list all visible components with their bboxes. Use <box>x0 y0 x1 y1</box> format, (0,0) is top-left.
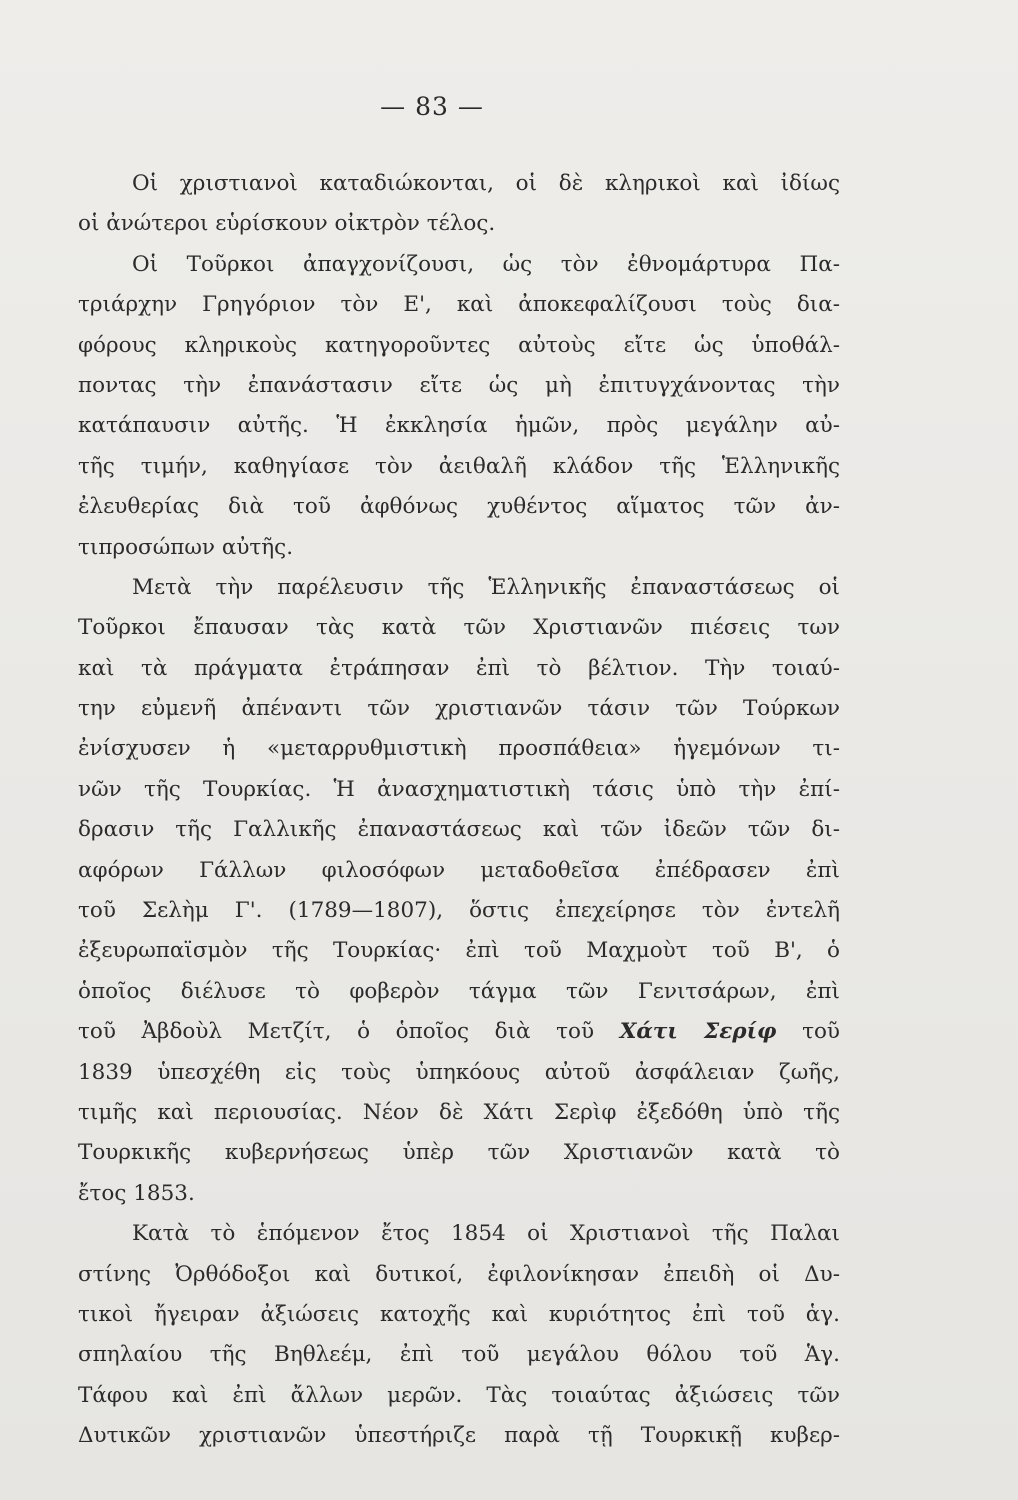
text-line: ἔτος 1853. <box>78 1180 195 1206</box>
text-line: Κατὰ τὸ ἑπόμενον ἔτος 1854 οἱ Χριστιανοὶ τῆς Παλαι <box>132 1221 840 1247</box>
text-line: δρασιν τῆς Γαλλικῆς ἐπαναστάσεως καὶ τῶν ἰδεῶν τῶν δι- <box>78 817 840 843</box>
text-line: ποντας τὴν ἐπανάστασιν εἴτε ὡς μὴ ἐπιτυγχάνοντας τὴν <box>78 372 840 398</box>
text-line: Οἱ χριστιανοὶ καταδιώκονται, οἱ δὲ κληρικοὶ καὶ ἰδίως <box>132 171 840 196</box>
text-line: σπηλαίου τῆς Βηθλεέμ, ἐπὶ τοῦ μεγάλου θόλου τοῦ Ἁγ. <box>78 1342 840 1368</box>
text-line: τιμῆς καὶ περιουσίας. Νέον δὲ Χάτι Σερὶφ ἐξεδόθη ὑπὸ τῆς <box>78 1099 840 1125</box>
text-segment: τοῦ Ἀβδοὺλ Μετζίτ, ὁ ὁποῖος διὰ τοῦ <box>78 1019 595 1045</box>
text-line <box>78 1012 840 1052</box>
text-line: Τάφου καὶ ἐπὶ ἄλλων μερῶν. Τὰς τοιαύτας ἀξιώσεις τῶν <box>78 1382 840 1408</box>
text-line: ἐξευρωπαϊσμὸν τῆς Τουρκίας· ἐπὶ τοῦ Μαχμοὺτ τοῦ Β', ὁ <box>78 938 840 964</box>
page-number: — 83 — <box>380 92 484 121</box>
text-line: ὁποῖος διέλυσε τὸ φοβερὸν τάγμα τῶν Γενιτσάρων, ἐπὶ <box>78 978 840 1004</box>
text-line: την εὐμενῆ ἀπέναντι τῶν χριστιανῶν τάσιν τῶν Τούρκων <box>78 696 840 722</box>
text-line: Τουρκικῆς κυβερνήσεως ὑπὲρ τῶν Χριστιανῶν κατὰ τὸ <box>78 1140 840 1166</box>
text-line: στίνης Ὀρθόδοξοι καὶ δυτικοί, ἐφιλονίκησαν ἐπειδὴ οἱ Δυ- <box>78 1261 840 1287</box>
text-line: Οἱ Τοῦρκοι ἀπαγχονίζουσι, ὡς τὸν ἐθνομάρτυρα Πα- <box>132 251 840 277</box>
text-line: φόρους κληρικοὺς κατηγοροῦντες αὐτοὺς εἴτε ὡς ὑποθάλ- <box>78 332 840 358</box>
text-line: τικοὶ ἤγειραν ἀξιώσεις κατοχῆς καὶ κυριότητος ἐπὶ τοῦ ἁγ. <box>78 1301 840 1327</box>
text-line: Δυτικῶν χριστιανῶν ὑπεστήριζε παρὰ τῇ Τουρκικῇ κυβερ- <box>78 1423 840 1449</box>
text-line: ἐνίσχυσεν ἡ «μεταρρυθμιστικὴ προσπάθεια» ἡγεμόνων τι- <box>78 736 840 762</box>
text-line: τῆς τιμήν, καθηγίασε τὸν ἀειθαλῆ κλάδον τῆς Ἑλληνικῆς <box>78 453 840 479</box>
text-line: τοῦ Σελὴμ Γ'. (1789—1807), ὅστις ἐπεχείρησε τὸν ἐντελῆ <box>78 898 840 924</box>
text-line: Τοῦρκοι ἔπαυσαν τὰς κατὰ τῶν Χριστιανῶν πιέσεις των <box>78 615 840 641</box>
text-line: τριάρχην Γρηγόριον τὸν Ε', καὶ ἀποκεφαλίζουσι τοὺς δια- <box>78 292 840 318</box>
text-line: ἐλευθερίας διὰ τοῦ ἀφθόνως χυθέντος αἵματος τῶν ἀν- <box>78 494 840 520</box>
text-line: οἱ ἀνώτεροι εὑρίσκουν οἰκτρὸν τέλος. <box>78 211 496 237</box>
text-line: νῶν τῆς Τουρκίας. Ἡ ἀνασχηματιστικὴ τάσις ὑπὸ τὴν ἐπί- <box>78 776 840 802</box>
text-line: Μετὰ τὴν παρέλευσιν τῆς Ἑλληνικῆς ἐπαναστάσεως οἱ <box>132 574 840 600</box>
emphasized-term: Χάτι Σερίφ <box>619 1019 777 1045</box>
text-line: καὶ τὰ πράγματα ἐτράπησαν ἐπὶ τὸ βέλτιον. Τὴν τοιαύ- <box>78 655 840 681</box>
text-body <box>78 164 840 1457</box>
text-line: 1839 ὑπεσχέθη εἰς τοὺς ὑπηκόους αὐτοῦ ἀσφάλειαν ζωῆς, <box>78 1059 840 1085</box>
text-segment: τοῦ <box>802 1019 840 1045</box>
text-line: κατάπαυσιν αὐτῆς. Ἡ ἐκκλησία ἡμῶν, πρὸς μεγάλην αὐ- <box>78 413 840 439</box>
text-line: αφόρων Γάλλων φιλοσόφων μεταδοθεῖσα ἐπέδρασεν ἐπὶ <box>78 857 840 883</box>
text-line: τιπροσώπων αὐτῆς. <box>78 534 294 560</box>
